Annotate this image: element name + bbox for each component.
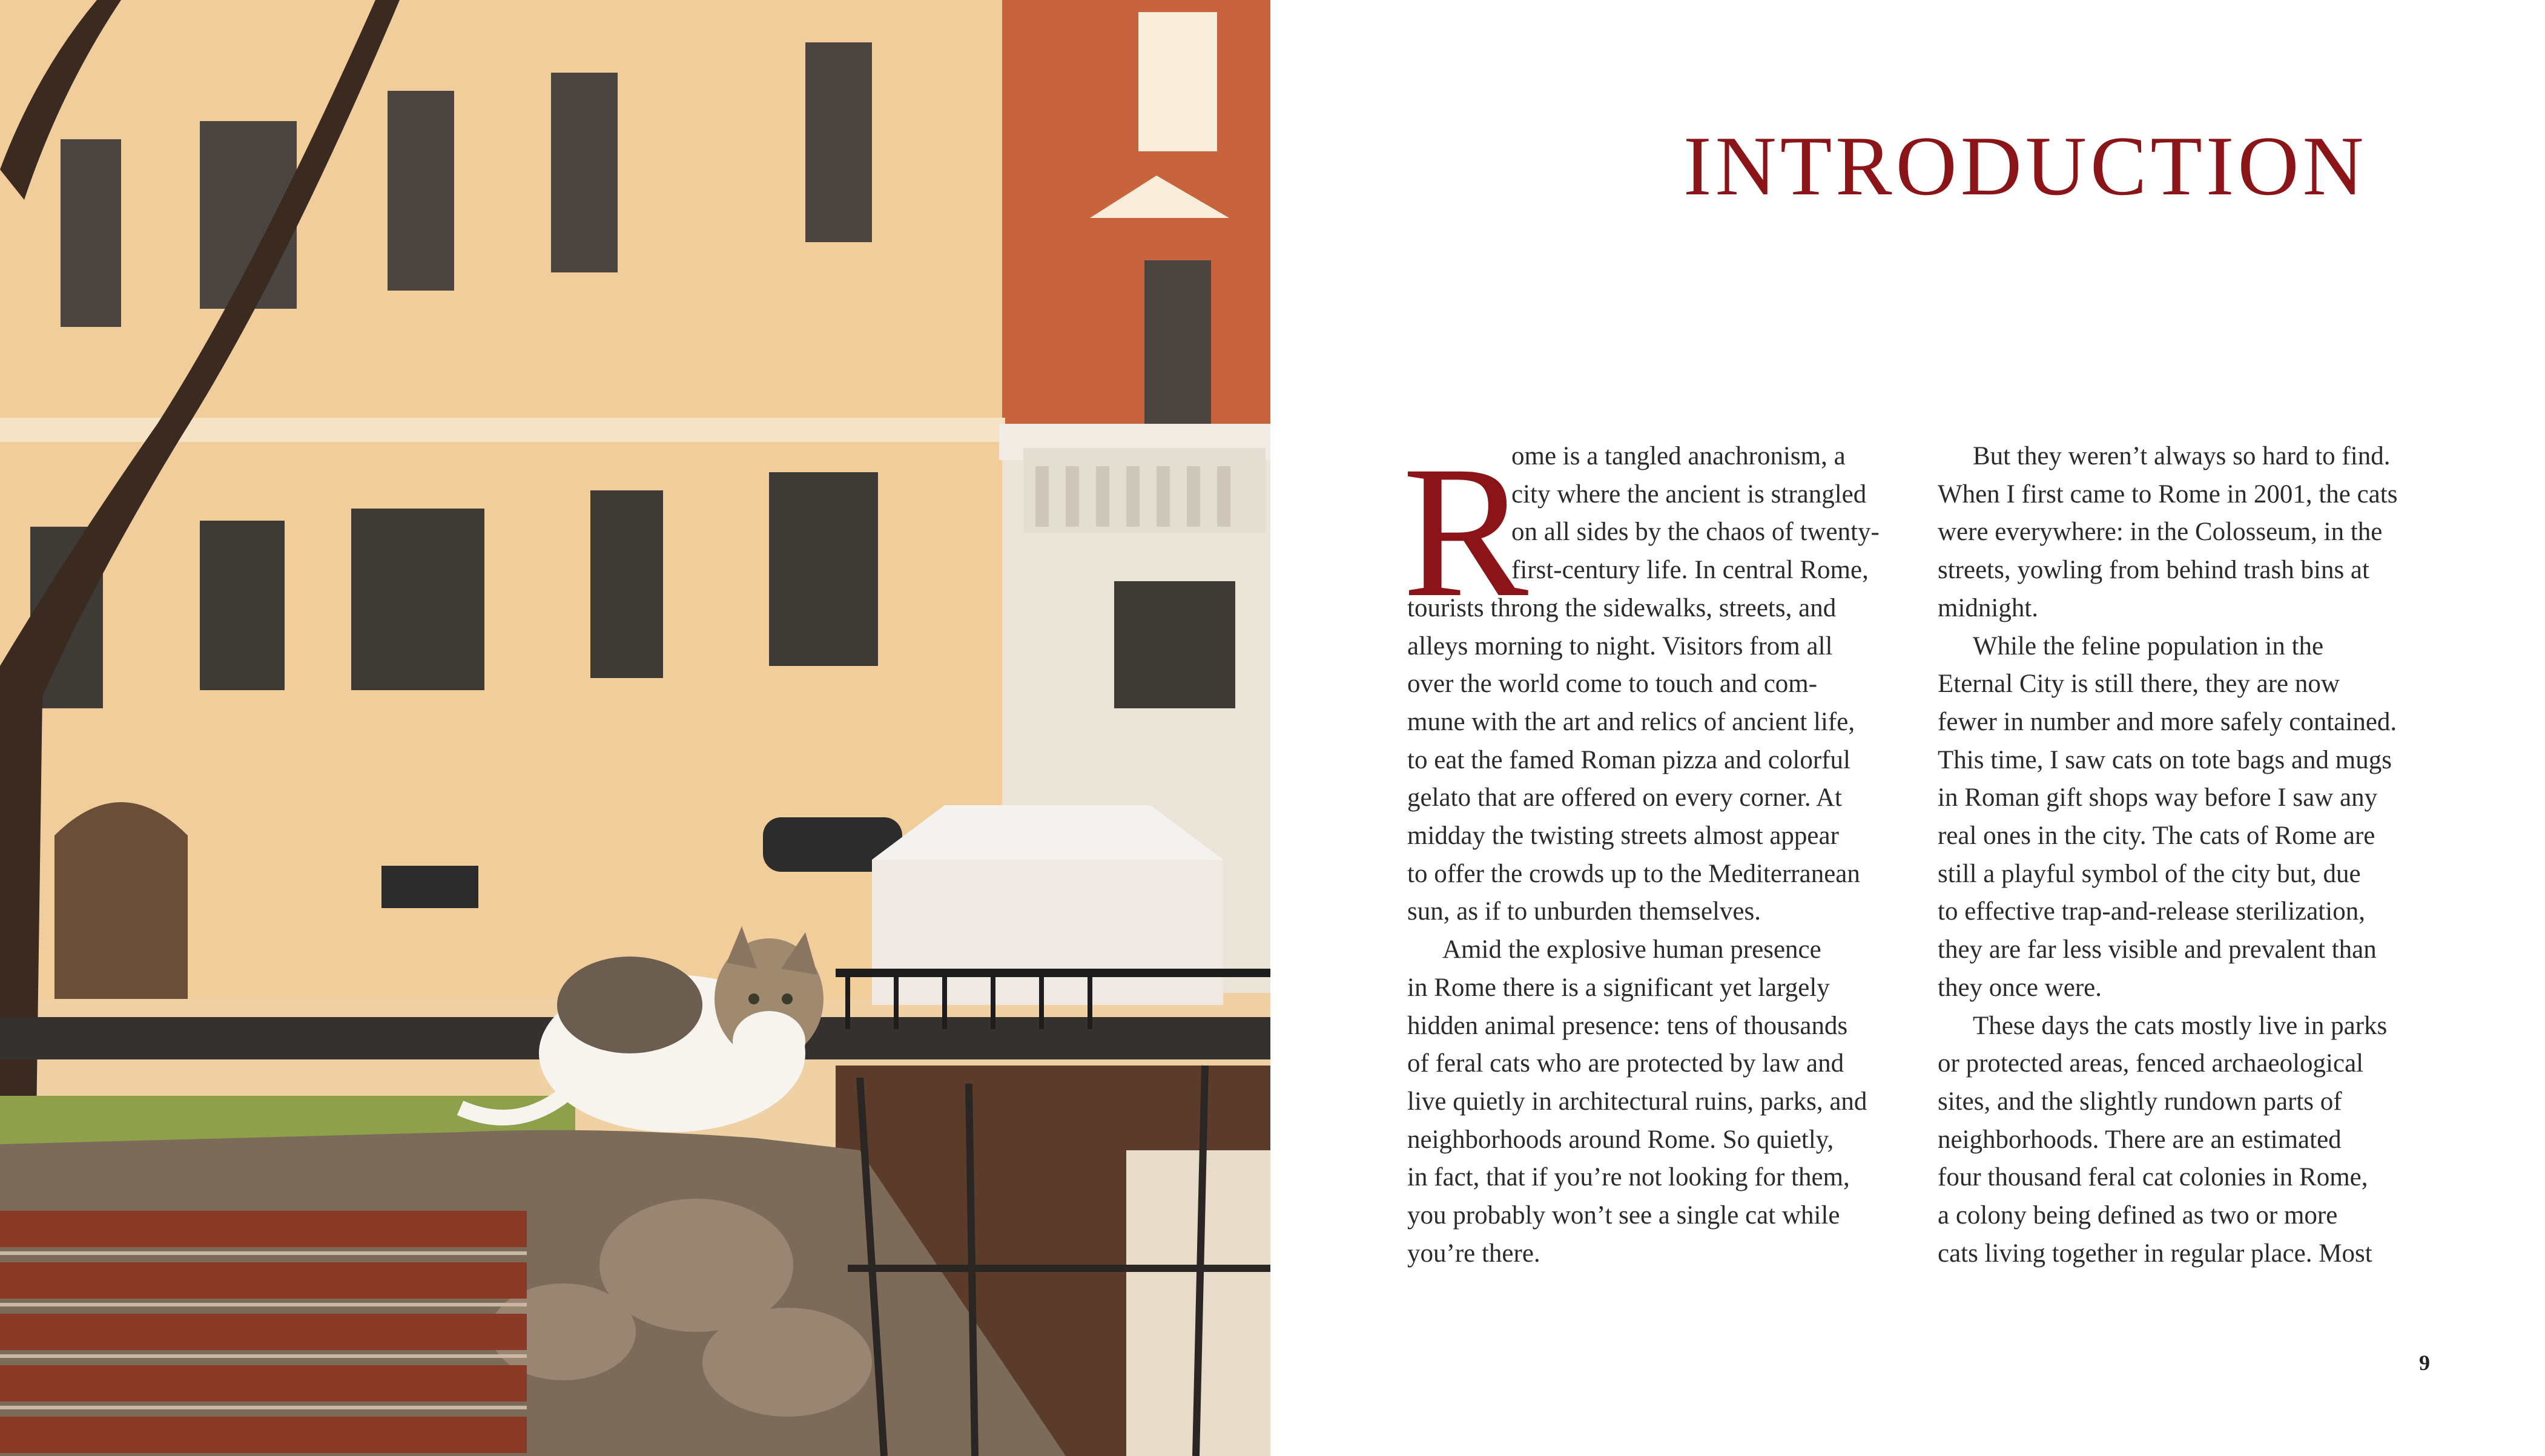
cat-photo (0, 0, 1270, 1456)
text-line: real ones in the city. The cats of Rome are (1938, 822, 2375, 851)
text-line: four thousand feral cat colonies in Rome, (1938, 1163, 2368, 1192)
text-line: sites, and the slightly rundown parts of (1938, 1087, 2342, 1116)
text-line: you’re there. (1407, 1239, 1540, 1268)
brick-building (1002, 0, 1270, 448)
text-line: Amid the explosive human presence (1442, 935, 1821, 964)
text-line: fewer in number and more safely contained. (1938, 707, 2397, 736)
page-title: INTRODUCTION (1683, 119, 2368, 213)
text-line: still a playful symbol of the city but, due (1938, 859, 2361, 888)
photo-illustration (0, 0, 1270, 1456)
text-line: midday the twisting streets almost appear (1407, 822, 1839, 851)
text-line: Eternal City is still there, they are now (1938, 670, 2340, 699)
right-column (1938, 438, 2492, 1273)
text-line: city where the ancient is strangled (1511, 479, 1867, 509)
text-line: ome is a tangled anachronism, a (1511, 442, 1846, 470)
text-line: While the feline population in the (1973, 631, 2324, 660)
page-number: 9 (2419, 1351, 2430, 1375)
text-line: neighborhoods around Rome. So quietly, (1407, 1125, 1834, 1154)
text-line: on all sides by the chaos of twenty- (1511, 518, 1880, 547)
text-line: alleys morning to night. Visitors from all (1407, 631, 1833, 660)
text-line: cats living together in regular place. Most (1938, 1239, 2372, 1268)
text-line: over the world come to touch and com- (1407, 670, 1818, 699)
text-line: streets, yowling from behind trash bins at (1938, 556, 2369, 585)
text-line: they once were. (1938, 973, 2102, 1002)
text-line: to effective trap-and-release sterilization, (1938, 897, 2365, 926)
text-line: These days the cats mostly live in parks (1973, 1011, 2388, 1040)
text-line: neighborhoods. There are an estimated (1938, 1125, 2342, 1154)
text-line: in Roman gift shops way before I saw any (1938, 783, 2378, 812)
text-line: live quietly in architectural ruins, parks, and (1407, 1087, 1867, 1116)
text-line: they are far less visible and prevalent than (1938, 935, 2377, 964)
text-line: first-century life. In central Rome, (1511, 556, 1869, 585)
dropcap-lines (1407, 438, 1910, 590)
text-line: in fact, that if you’re not looking for them, (1407, 1163, 1850, 1192)
text-line: you probably won’t see a single cat while (1407, 1201, 1840, 1230)
left-column (1407, 438, 1910, 1273)
text-line: in Rome there is a significant yet largely (1407, 973, 1830, 1002)
text-line: to offer the crowds up to the Mediterranean (1407, 859, 1860, 888)
text-line: mune with the art and relics of ancient life, (1407, 707, 1855, 736)
text-line: a colony being defined as two or more (1938, 1201, 2338, 1230)
drop-cap: R (1402, 427, 1529, 636)
text-line: to eat the famed Roman pizza and colorful (1407, 745, 1850, 774)
text-line: hidden animal presence: tens of thousands (1407, 1011, 1848, 1040)
text-line: sun, as if to unburden themselves. (1407, 897, 1761, 926)
text-line: But they weren’t always so hard to find. (1973, 442, 2391, 470)
text-line: When I first came to Rome in 2001, the cats (1938, 479, 2398, 509)
text-line: tourists throng the sidewalks, streets, and (1407, 593, 1837, 622)
text-line: were everywhere: in the Colosseum, in the (1938, 518, 2383, 547)
text-line: gelato that are offered on every corner. At (1407, 783, 1842, 812)
text-line: of feral cats who are protected by law and (1407, 1049, 1844, 1078)
text-line: or protected areas, fenced archaeological (1938, 1049, 2364, 1078)
text-line: midnight. (1938, 593, 2039, 622)
text-line: This time, I saw cats on tote bags and mugs (1938, 745, 2392, 774)
